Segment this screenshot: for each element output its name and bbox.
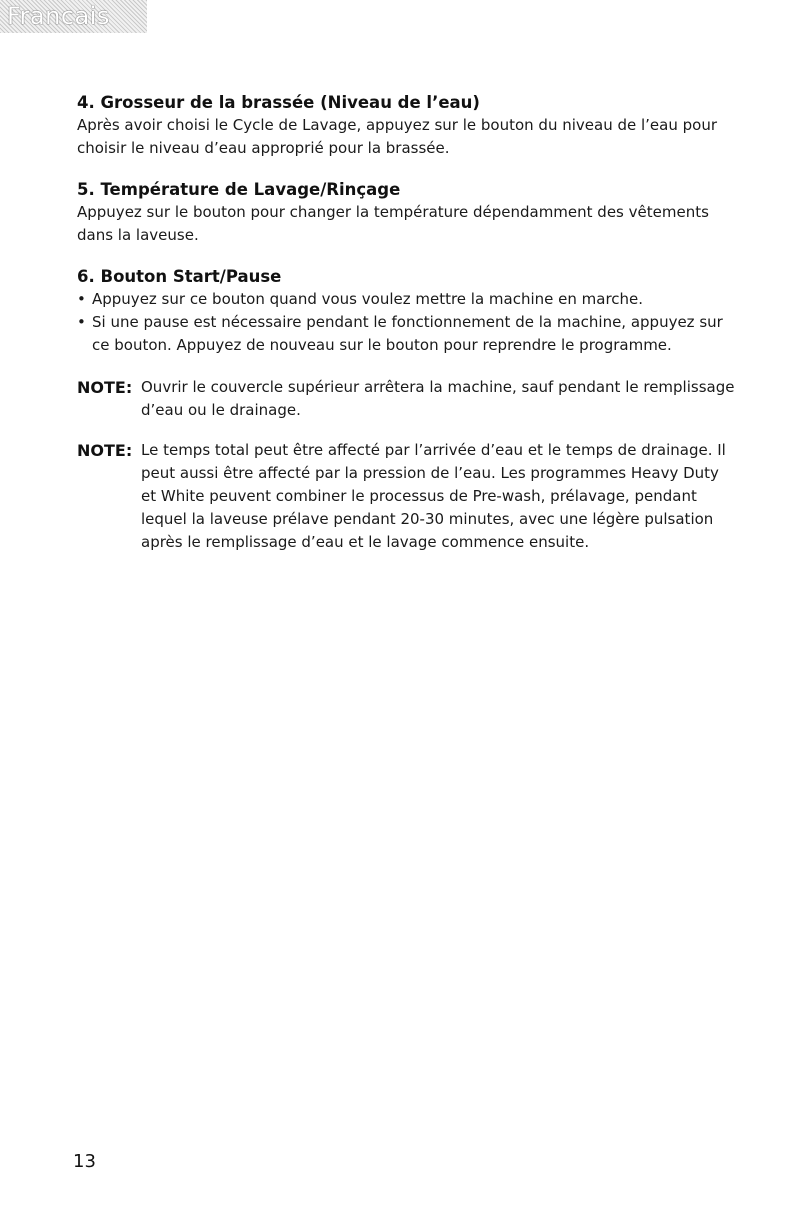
section-heading: 6. Bouton Start/Pause — [77, 267, 282, 286]
language-label: Francais — [7, 2, 110, 30]
section-water-level — [77, 92, 737, 160]
bullet-list — [77, 288, 737, 357]
section-body: Après avoir choisi le Cycle de Lavage, appuyez sur le bouton du niveau de l’eau pour choisir le niveau d’eau approprié pour la brassée. — [77, 116, 717, 157]
page-number: 13 — [73, 1151, 96, 1172]
section-heading: 5. Température de Lavage/Rinçage — [77, 180, 401, 199]
bullet-icon: • — [77, 313, 86, 331]
bullet-text: Si une pause est nécessaire pendant le fonctionnement de la machine, appuyez sur ce bouton. Appuyez de nouveau sur le bouton pour reprendre le programme. — [92, 313, 723, 354]
page-content — [77, 92, 737, 571]
section-heading: 4. Grosseur de la brassée (Niveau de l’eau) — [77, 93, 480, 112]
note-text: Le temps total peut être affecté par l’arrivée d’eau et le temps de drainage. Il peut aussi être affecté par la pression de l’eau. Les programmes Heavy Duty et White peuvent combiner le processus de Pre-wash, prélavage, pendant lequel la laveuse prélave pendant 20-30 minutes, avec une légère pulsation après le remplissage d’eau et le lavage commence ensuite. — [141, 441, 726, 551]
section-wash-temperature — [77, 179, 737, 247]
note-text: Ouvrir le couvercle supérieur arrêtera la machine, sauf pendant le remplissage d’eau ou le drainage. — [141, 378, 735, 419]
bullet-item — [77, 311, 737, 357]
bullet-item — [77, 288, 737, 311]
note-label: NOTE: — [77, 441, 133, 460]
bullet-icon: • — [77, 290, 86, 308]
bullet-text: Appuyez sur ce bouton quand vous voulez mettre la machine en marche. — [92, 290, 644, 308]
section-body: Appuyez sur le bouton pour changer la température dépendamment des vêtements dans la laveuse. — [77, 203, 709, 244]
note-lid-open — [77, 376, 737, 422]
section-start-pause — [77, 266, 737, 357]
note-label: NOTE: — [77, 378, 133, 397]
note-total-time — [77, 439, 737, 554]
language-tab — [0, 0, 147, 33]
